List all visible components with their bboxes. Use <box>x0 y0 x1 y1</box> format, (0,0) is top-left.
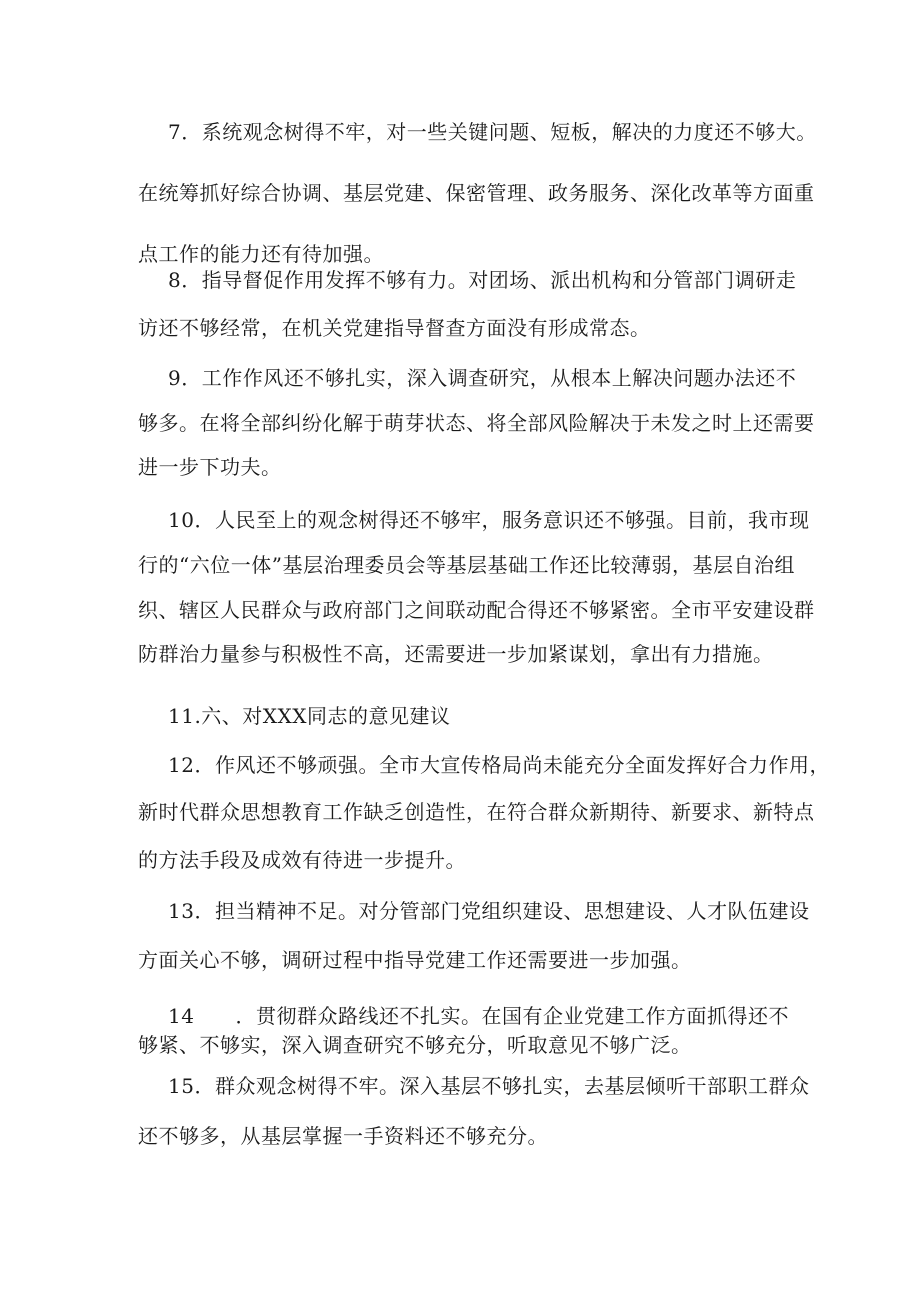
paragraph-10 <box>138 508 815 666</box>
paragraph-12 <box>138 753 830 872</box>
text-line: 方面关心不够，调研过程中指导党建工作还需要进一步加强。 <box>138 948 692 972</box>
text-line: 新时代群众思想教育工作缺乏创造性，在符合群众新期待、新要求、新特点 <box>138 800 815 824</box>
text-line: 7．系统观念树得不牢，对一些关键问题、短板，解决的力度还不够大。 <box>168 120 817 144</box>
text-line: 点工作的能力还有待加强。 <box>138 242 384 266</box>
paragraph-8 <box>138 270 798 338</box>
paragraph-13 <box>138 899 810 972</box>
text-line: 14 ．贯彻群众路线还不扎实。在国有企业党建工作方面抓得还不 <box>168 1004 789 1028</box>
paragraph-9 <box>138 366 815 479</box>
paragraph-14 <box>138 1006 798 1055</box>
text-line: 防群治力量参与积极性不高，还需要进一步加紧谋划，拿出有力措施。 <box>138 642 774 666</box>
paragraph-15 <box>138 1074 810 1148</box>
paragraph-7 <box>138 120 817 266</box>
text-line: 访还不够经常，在机关党建指导督查方面没有形成常态。 <box>138 316 651 340</box>
text-line: 13．担当精神不足。对分管部门党组织建设、思想建设、人才队伍建设 <box>168 899 810 923</box>
text-line: 11.六、对XXX同志的意见建议 <box>168 704 451 728</box>
text-line: 8．指导督促作用发挥不够有力。对团场、派出机构和分管部门调研走 <box>168 268 797 292</box>
text-line: 15．群众观念树得不牢。深入基层不够扎实，去基层倾听干部职工群众 <box>168 1074 810 1098</box>
text-line: 行的“六位一体”基层治理委员会等基层基础工作还比较薄弱，基层自治组 <box>138 553 795 577</box>
text-line: 进一步下功夫。 <box>138 455 282 479</box>
paragraph-11-heading <box>138 706 798 726</box>
text-line: 在统筹抓好综合协调、基层党建、保密管理、政务服务、深化改革等方面重 <box>138 181 815 205</box>
text-line: 够多。在将全部纠纷化解于萌芽状态、将全部风险解决于未发之时上还需要 <box>138 411 815 435</box>
text-line: 10．人民至上的观念树得还不够牢，服务意识还不够强。目前，我市现 <box>168 508 810 532</box>
text-line: 9．工作作风还不够扎实，深入调查研究，从根本上解决问题办法还不 <box>168 366 797 390</box>
text-line: 够紧、不够实，深入调查研究不够充分，听取意见不够广泛。 <box>138 1033 692 1057</box>
text-line: 12．作风还不够顽强。全市大宣传格局尚未能充分全面发挥好合力作用， <box>168 753 830 777</box>
text-line: 织、辖区人民群众与政府部门之间联动配合得还不够紧密。全市平安建设群 <box>138 598 815 622</box>
text-line: 的方法手段及成效有待进一步提升。 <box>138 848 466 872</box>
text-line: 还不够多，从基层掌握一手资料还不够充分。 <box>138 1124 548 1148</box>
